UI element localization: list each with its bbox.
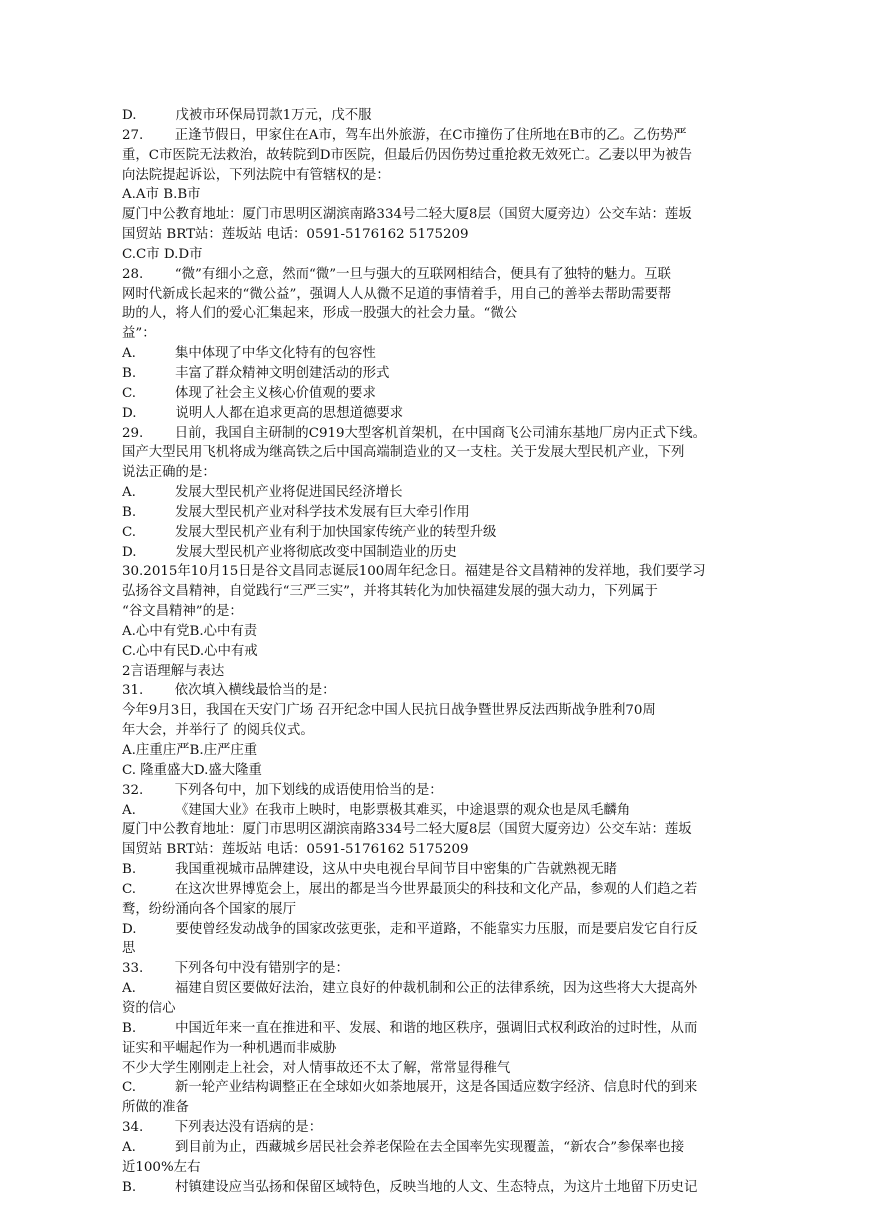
text-line xyxy=(122,959,772,979)
text-line xyxy=(122,1158,772,1178)
line-text: 年大会，并举行了 的阅兵仪式。 xyxy=(122,723,314,739)
line-text: 发展大型民机产业对科学技术发展有巨大牵引作用 xyxy=(175,504,470,520)
text-line xyxy=(122,523,772,543)
line-text: 重，C市医院无法救治，故转院到D市医院，但最后仍因伤势过重抢救无效死亡。乙妻以甲为被告 xyxy=(122,147,692,163)
item-label: D. xyxy=(122,108,137,123)
line-text: 说法正确的是： xyxy=(122,465,216,481)
item-label: 32. xyxy=(122,782,144,798)
item-label: A. xyxy=(122,981,136,997)
text-line xyxy=(122,483,772,503)
text-line xyxy=(122,185,772,205)
text-line xyxy=(122,384,772,404)
text-line xyxy=(122,344,772,364)
text-line xyxy=(122,404,772,424)
text-line xyxy=(122,801,772,821)
text-line xyxy=(122,205,772,225)
item-label: 31. xyxy=(122,683,144,699)
text-line xyxy=(122,920,772,940)
text-line xyxy=(122,285,772,305)
line-text: 厦门中公教育地址：厦门市思明区湖滨南路334号二轻大厦8层（国贸大厦旁边）公交车站：莲坂 xyxy=(122,822,692,838)
line-text: 不少大学生刚刚走上社会，对人情事故还不太了解，常常显得稚气 xyxy=(122,1060,511,1076)
line-text: 下列表达没有语病的是： xyxy=(174,1120,323,1136)
item-label: D. xyxy=(122,405,137,421)
text-line xyxy=(122,562,772,582)
line-text: 网时代新成长起来的“微公益”，强调人人从微不足道的事情着手，用自己的善举去帮助需要帮 xyxy=(122,286,672,302)
line-text: 戊被市环保局罚款1万元，戊不服 xyxy=(175,108,372,123)
text-line xyxy=(122,126,772,146)
text-line xyxy=(122,1138,772,1158)
line-text: 要使曾经发动战争的国家改弦更张，走和平道路，不能靠实力压服，而是要启发它自行反 xyxy=(175,921,698,937)
text-line xyxy=(122,721,772,741)
item-label: C. xyxy=(122,1080,137,1096)
text-line xyxy=(122,324,772,344)
text-line xyxy=(122,880,772,900)
line-text: “微”有细小之意，然而“微”一旦与强大的互联网相结合，便具有了独特的魅力。互联 xyxy=(174,266,671,282)
line-text: 30.2015年10月15日是谷文昌同志诞辰100周年纪念日。福建是谷文昌精神的发祥地，我们要学习 xyxy=(122,564,706,580)
line-text: 我国重视城市品牌建设，这从中央电视台早间节目中密集的广告就熟视无睹 xyxy=(175,862,617,878)
item-label: 27. xyxy=(122,127,144,143)
line-text: 厦门中公教育地址：厦门市思明区湖滨南路334号二轻大厦8层（国贸大厦旁边）公交车站：莲坂 xyxy=(122,207,692,223)
text-line xyxy=(122,840,772,860)
item-label: D. xyxy=(122,544,137,560)
item-label: A. xyxy=(122,802,136,818)
line-text: 在这次世界博览会上，展出的都是当今世界最顶尖的科技和文化产品，参观的人们趋之若 xyxy=(175,881,698,897)
text-line xyxy=(122,463,772,483)
line-text: 思 xyxy=(122,941,136,957)
item-label: 33. xyxy=(122,961,144,977)
line-text: 发展大型民机产业有利于加快国家传统产业的转型升级 xyxy=(175,524,497,540)
line-text: 国贸站 BRT站：莲坂站 电话：0591-5176162 5175209 xyxy=(122,227,469,243)
text-line xyxy=(122,642,772,662)
line-text: 日前，我国自主研制的C919大型客机首架机，在中国商飞公司浦东基地厂房内正式下线。 xyxy=(174,425,707,441)
line-text: 到目前为止，西藏城乡居民社会养老保险在去全国率先实现覆盖，“新农合”参保率也接 xyxy=(174,1139,685,1155)
text-line xyxy=(122,1059,772,1079)
item-label: A. xyxy=(122,485,136,501)
line-text: 说明人人都在追求更高的思想道德要求 xyxy=(175,405,404,421)
line-text: 《建国大业》在我市上映时，电影票极其难买，中途退票的观众也是凤毛麟角 xyxy=(174,802,631,818)
line-text: 体现了社会主义核心价值观的要求 xyxy=(175,385,376,401)
text-line xyxy=(122,582,772,602)
text-line xyxy=(122,443,772,463)
text-line xyxy=(122,701,772,721)
text-line xyxy=(122,1178,772,1198)
line-text: 近100%左右 xyxy=(122,1159,201,1175)
line-text: 福建自贸区要做好法治，建立良好的仲裁机制和公正的法律系统，因为这些将大大提高外 xyxy=(174,981,698,997)
text-line xyxy=(122,166,772,186)
line-text: 中国近年来一直在推进和平、发展、和谐的地区秩序，强调旧式权利政治的过时性，从而 xyxy=(175,1020,698,1036)
line-text: A.A市 B.B市 xyxy=(122,187,201,203)
text-line xyxy=(122,1019,772,1039)
line-text: 发展大型民机产业将促进国民经济增长 xyxy=(174,485,403,501)
document-body xyxy=(122,106,772,1197)
text-line xyxy=(122,1039,772,1059)
text-line xyxy=(122,503,772,523)
item-label: 34. xyxy=(122,1120,144,1136)
line-text: A.庄重庄严B.庄严庄重 xyxy=(122,743,258,758)
text-line xyxy=(122,1098,772,1118)
text-line xyxy=(122,146,772,166)
text-line xyxy=(122,424,772,444)
text-line xyxy=(122,245,772,265)
line-text: C.心中有民D.心中有戒 xyxy=(122,643,258,659)
item-label: C. xyxy=(122,881,137,897)
text-line xyxy=(122,225,772,245)
line-text: 助的人，将人们的爱心汇集起来，形成一股强大的社会力量。“微公 xyxy=(122,306,518,322)
text-line xyxy=(122,939,772,959)
item-label: A. xyxy=(122,1139,136,1155)
item-label: B. xyxy=(122,1179,137,1195)
line-text: 下列各句中没有错别字的是： xyxy=(174,961,349,977)
line-text: 发展大型民机产业将彻底改变中国制造业的历史 xyxy=(175,544,457,560)
item-label: C. xyxy=(122,524,137,540)
text-line xyxy=(122,781,772,801)
text-line xyxy=(122,761,772,781)
line-text: 弘扬谷文昌精神，自觉践行“三严三实”，并将其转化为加快福建发展的强大动力，下列属于 xyxy=(122,584,658,600)
text-line xyxy=(122,820,772,840)
text-line xyxy=(122,681,772,701)
line-text: C.C市 D.D市 xyxy=(122,246,203,262)
item-label: B. xyxy=(122,504,137,520)
line-text: C. 隆重盛大D.盛大隆重 xyxy=(122,762,262,778)
text-line xyxy=(122,900,772,920)
line-text: 2言语理解与表达 xyxy=(122,663,225,679)
item-label: A. xyxy=(122,346,136,362)
text-line xyxy=(122,304,772,324)
item-label: B. xyxy=(122,1020,137,1036)
item-label: D. xyxy=(122,921,137,937)
text-line xyxy=(122,662,772,682)
line-text: 丰富了群众精神文明创建活动的形式 xyxy=(175,365,390,381)
line-text: A.心中有党B.心中有责 xyxy=(122,623,258,639)
text-line xyxy=(122,1118,772,1138)
item-label: B. xyxy=(122,862,137,878)
line-text: 所做的准备 xyxy=(122,1100,189,1116)
line-text: 正逢节假日，甲家住在A市，驾车出外旅游，在C市撞伤了住所地在B市的乙。乙伤势严 xyxy=(174,127,687,143)
text-line xyxy=(122,979,772,999)
line-text: 向法院提起诉讼，下列法院中有管辖权的是： xyxy=(122,167,390,183)
item-label: B. xyxy=(122,365,137,381)
text-line xyxy=(122,543,772,563)
line-text: 国产大型民用飞机将成为继高铁之后中国高端制造业的又一支柱。关于发展大型民机产业，下列 xyxy=(122,445,685,461)
text-line xyxy=(122,364,772,384)
line-text: 集中体现了中华文化特有的包容性 xyxy=(174,346,376,362)
item-label: 28. xyxy=(122,266,144,282)
text-line xyxy=(122,1078,772,1098)
text-line xyxy=(122,741,772,761)
line-text: “谷文昌精神”的是： xyxy=(122,604,243,620)
text-line xyxy=(122,999,772,1019)
line-text: 国贸站 BRT站：莲坂站 电话：0591-5176162 5175209 xyxy=(122,842,469,858)
line-text: 鹜，纷纷涌向各个国家的展厅 xyxy=(122,901,297,917)
line-text: 依次填入横线最恰当的是： xyxy=(174,683,336,699)
line-text: 资的信心 xyxy=(122,1000,176,1016)
item-label: C. xyxy=(122,385,137,401)
text-line xyxy=(122,622,772,642)
line-text: 益”： xyxy=(122,326,156,342)
line-text: 下列各句中，加下划线的成语使用恰当的是： xyxy=(174,782,443,798)
text-line xyxy=(122,602,772,622)
line-text: 证实和平崛起作为一种机遇而非威胁 xyxy=(122,1040,337,1056)
line-text: 村镇建设应当弘扬和保留区域特色，反映当地的人文、生态特点，为这片土地留下历史记 xyxy=(175,1179,698,1195)
text-line xyxy=(122,106,772,126)
line-text: 新一轮产业结构调整正在全球如火如荼地展开，这是各国适应数字经济、信息时代的到来 xyxy=(175,1080,698,1096)
line-text: 今年9月3日，我国在天安门广场 召开纪念中国人民抗日战争暨世界反法西斯战争胜利70周 xyxy=(122,703,656,719)
text-line xyxy=(122,265,772,285)
item-label: 29. xyxy=(122,425,144,441)
text-line xyxy=(122,860,772,880)
